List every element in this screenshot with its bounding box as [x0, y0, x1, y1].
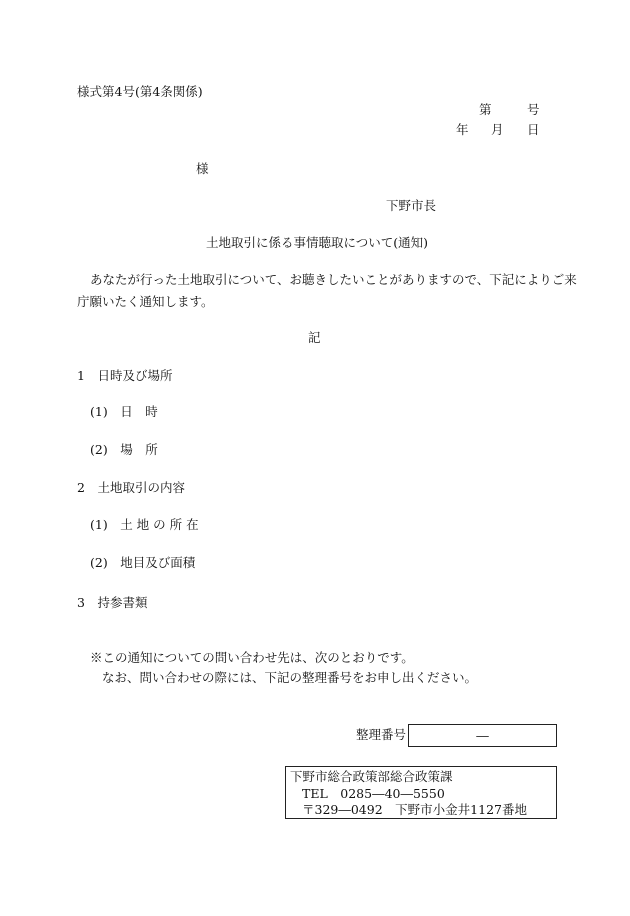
form-number: 様式第4号(第4条関係): [77, 84, 203, 99]
section-1-item-1: (1) 日 時: [90, 404, 158, 419]
sender-name: 下野市長: [386, 198, 437, 213]
body-line-2: 庁願いたく通知します。: [77, 294, 214, 309]
note-line-1: ※この通知についての問い合わせ先は、次のとおりです。: [90, 650, 414, 665]
section-1-item-2: (2) 場 所: [90, 442, 158, 457]
document-title: 土地取引に係る事情聴取について(通知): [206, 235, 429, 250]
contact-address: 〒329―0492 下野市小金井1127番地: [302, 802, 527, 817]
reference-number-label: 整理番号: [356, 727, 407, 742]
doc-number-prefix: 第: [479, 102, 492, 117]
note-line-2: なお、問い合わせの際には、下記の整理番号をお申し出ください。: [102, 670, 478, 685]
section-1-heading: 1 日時及び場所: [77, 368, 173, 383]
section-2-item-1: (1) 土 地 の 所 在: [90, 517, 199, 532]
section-3-heading: 3 持参書類: [77, 595, 148, 610]
date-day: 日: [527, 122, 540, 137]
contact-tel: TEL 0285―40―5550: [302, 786, 445, 801]
section-2-item-2: (2) 地目及び面積: [90, 555, 196, 570]
body-line-1: あなたが行った土地取引について、お聴きしたいことがありますので、下記によりご来: [90, 272, 577, 287]
contact-department: 下野市総合政策部総合政策課: [290, 769, 453, 784]
addressee-honorific: 様: [196, 161, 209, 176]
doc-number-suffix: 号: [527, 102, 540, 117]
section-2-heading: 2 土地取引の内容: [77, 480, 185, 495]
date-month: 月: [491, 122, 504, 137]
date-year: 年: [456, 122, 469, 137]
reference-number-value: ―: [476, 728, 489, 743]
reference-number-box: [408, 724, 557, 747]
contact-box: [285, 766, 557, 819]
ki-heading: 記: [308, 330, 321, 345]
